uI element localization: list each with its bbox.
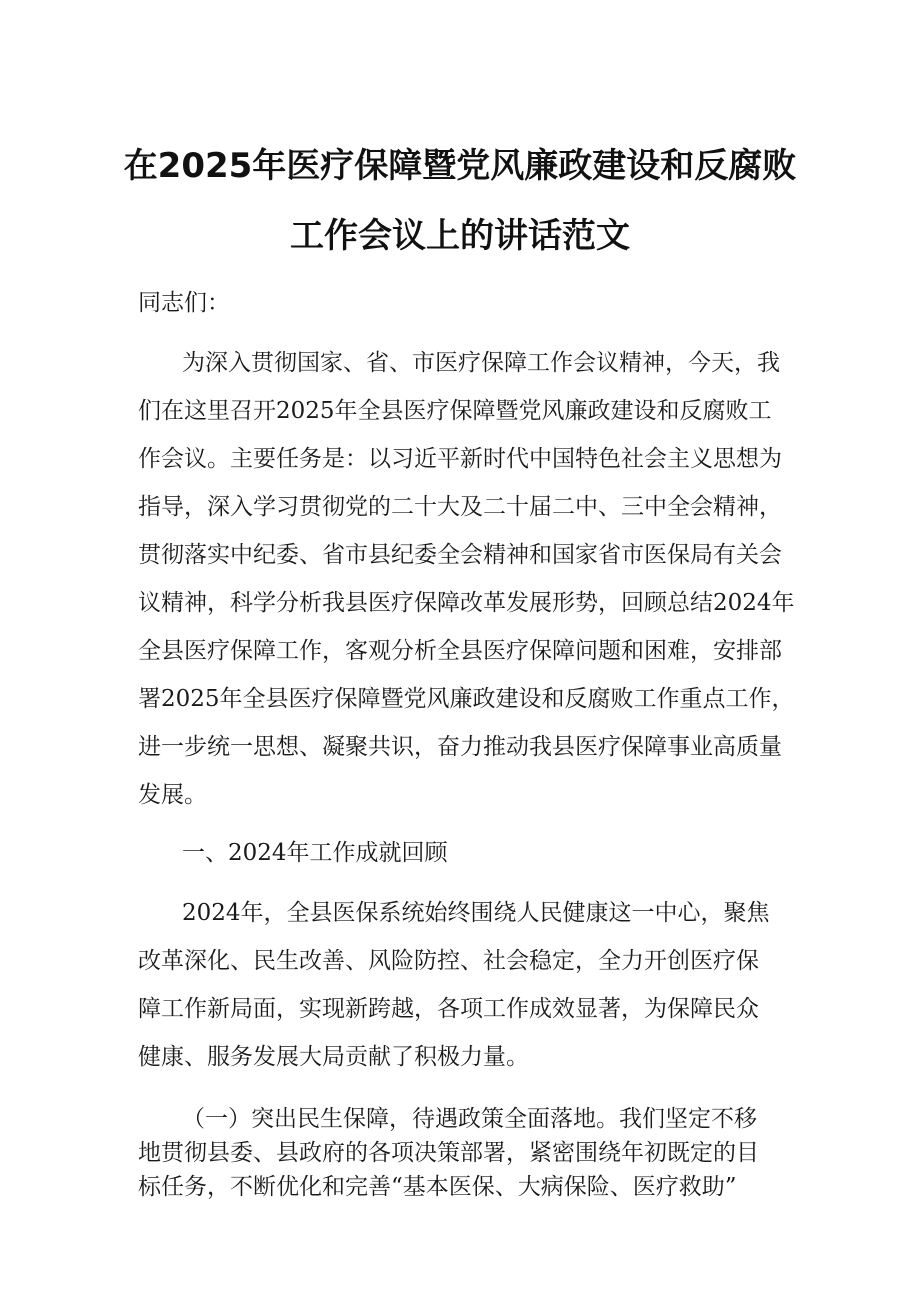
paragraph-1-line: 为深入贯彻国家、省、市医疗保障工作会议精神，今天，我 xyxy=(182,350,780,376)
paragraph-3-line: 地贯彻县委、县政府的各项决策部署，紧密围绕年初既定的目 xyxy=(138,1140,759,1166)
paragraph-1-line: 进一步统一思想、凝聚共识，奋力推动我县医疗保障事业高质量 xyxy=(138,734,782,760)
paragraph-1-line: 指导，深入学习贯彻党的二十大及二十届二中、三中全会精神， xyxy=(138,494,782,520)
document-title-line-1: 在2025年医疗保障暨党风廉政建设和反腐败 xyxy=(123,146,797,186)
paragraph-2-line: 改革深化、民生改善、风险防控、社会稳定，全力开创医疗保 xyxy=(138,948,759,974)
paragraph-2-line: 健康、服务发展大局贡献了积极力量。 xyxy=(138,1044,529,1070)
paragraph-1-line: 发展。 xyxy=(138,782,207,808)
paragraph-1-line: 贯彻落实中纪委、省市县纪委全会精神和国家省市医保局有关会 xyxy=(138,542,782,568)
paragraph-3-line: 标任务，不断优化和完善“基本医保、大病保险、医疗救助” xyxy=(138,1174,737,1200)
document-title-line-2: 工作会议上的讲话范文 xyxy=(290,216,630,256)
paragraph-1-line: 们在这里召开2025年全县医疗保障暨党风廉政建设和反腐败工 xyxy=(138,398,772,424)
paragraph-1-line: 署2025年全县医疗保障暨党风廉政建设和反腐败工作重点工作， xyxy=(138,686,795,712)
salutation: 同志们： xyxy=(138,290,230,316)
paragraph-1-line: 作会议。主要任务是：以习近平新时代中国特色社会主义思想为 xyxy=(138,446,782,472)
section-heading: 一、2024年工作成就回顾 xyxy=(182,840,448,866)
paragraph-3-line: （一）突出民生保障，待遇政策全面落地。我们坚定不移 xyxy=(182,1106,757,1132)
paragraph-2-line: 2024年，全县医保系统始终围绕人民健康这一中心，聚焦 xyxy=(182,900,770,926)
paragraph-1-line: 全县医疗保障工作，客观分析全县医疗保障问题和困难，安排部 xyxy=(138,638,782,664)
paragraph-1-line: 议精神，科学分析我县医疗保障改革发展形势，回顾总结2024年 xyxy=(138,590,795,616)
paragraph-2-line: 障工作新局面，实现新跨越，各项工作成效显著，为保障民众 xyxy=(138,996,759,1022)
